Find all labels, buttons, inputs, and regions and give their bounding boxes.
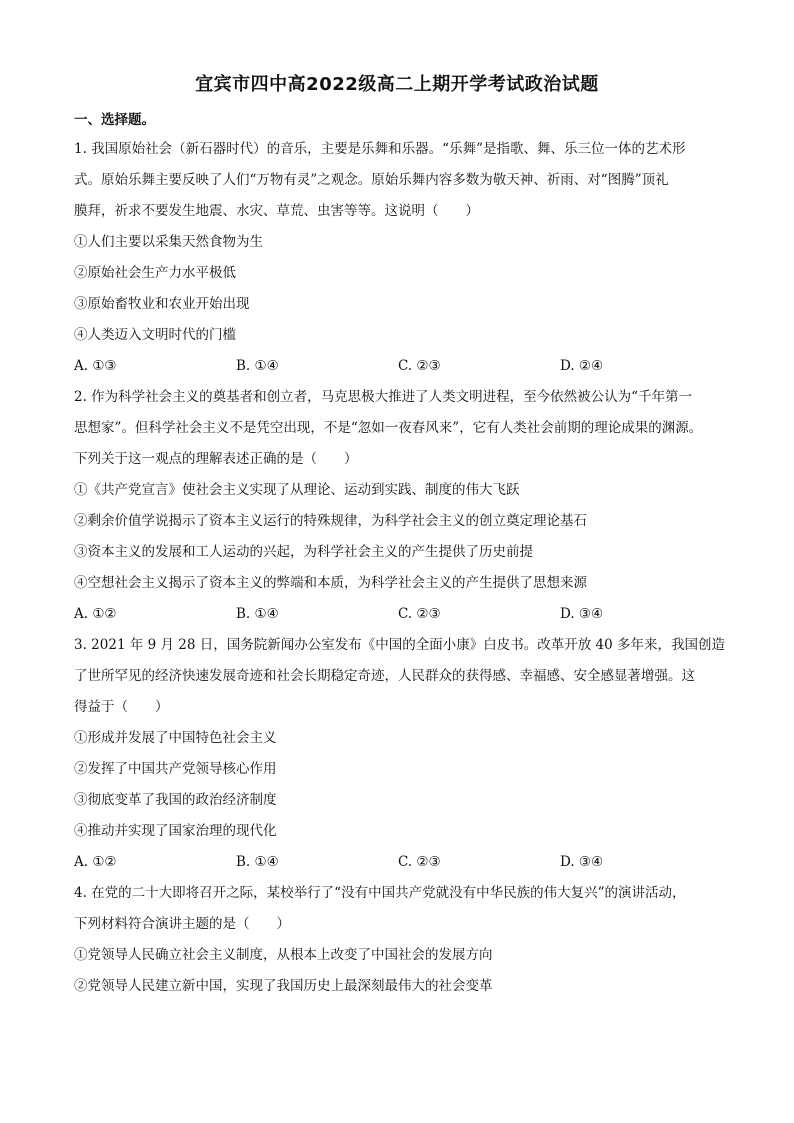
question-1 (74, 134, 724, 382)
statement: ②剩余价值学说揭示了资本主义运行的特殊规律，为科学社会主义的创立奠定理论基石 (74, 513, 587, 529)
question-stem-line: 1. 我国原始社会（新石器时代）的音乐，主要是乐舞和乐器。“乐舞”是指歌、舞、乐三位一体的艺术形 (74, 141, 686, 157)
option-b: B. ①④ (236, 606, 279, 622)
statement: ③资本主义的发展和工人运动的兴起，为科学社会主义的产生提供了历史前提 (74, 544, 533, 560)
question-3 (74, 630, 724, 878)
statement: ①《共产党宣言》使社会主义实现了从理论、运动到实践、制度的伟大飞跃 (74, 482, 520, 498)
answer-options (74, 847, 724, 878)
option-a: A. ①② (74, 854, 117, 870)
statement: ④空想社会主义揭示了资本主义的弊端和本质，为科学社会主义的产生提供了思想来源 (74, 575, 587, 591)
statement: ①人们主要以采集天然食物为生 (74, 234, 263, 250)
statement: ②党领导人民建立新中国，实现了我国历史上最深刻最伟大的社会变革 (74, 978, 493, 994)
question-stem-line: 2. 作为科学社会主义的奠基者和创立者，马克思极大推进了人类文明进程，至今依然被公认为“千年第一 (74, 389, 693, 405)
section-heading: 一、选择题。 (74, 112, 155, 128)
question-stem-line: 思想家”。但科学社会主义不是凭空出现，不是“忽如一夜春风来”，它有人类社会前期的理论成果的渊源。 (74, 420, 703, 436)
option-d: D. ③④ (560, 854, 604, 870)
question-list (74, 134, 724, 1002)
question-stem-line: 3. 2021 年 9 月 28 日，国务院新闻办公室发布《中国的全面小康》白皮书。改革开放 40 多年来，我国创造 (74, 637, 726, 653)
option-c: C. ②③ (398, 606, 441, 622)
statement: ①党领导人民确立社会主义制度，从根本上改变了中国社会的发展方向 (74, 947, 493, 963)
question-stem-line: 4. 在党的二十大即将召开之际，某校举行了“没有中国共产党就没有中华民族的伟大复兴”的演讲活动， (74, 885, 686, 901)
option-b: B. ①④ (236, 358, 279, 374)
statement: ④推动并实现了国家治理的现代化 (74, 823, 277, 839)
answer-options (74, 351, 724, 382)
option-c: C. ②③ (398, 358, 441, 374)
question-stem-line: 了世所罕见的经济快速发展奇迹和社会长期稳定奇迹，人民群众的获得感、幸福感、安全感显著增强。这 (74, 668, 695, 684)
question-stem-line: 下列材料符合演讲主题的是（ ） (74, 916, 290, 932)
option-d: D. ②④ (560, 358, 604, 374)
question-stem-line: 得益于（ ） (74, 699, 169, 715)
question-2 (74, 382, 724, 630)
statement: ③原始畜牧业和农业开始出现 (74, 296, 250, 312)
statement: ②原始社会生产力水平极低 (74, 265, 236, 281)
statement: ②发挥了中国共产党领导核心作用 (74, 761, 277, 777)
statement: ④人类迈入文明时代的门槛 (74, 327, 236, 343)
page-title: 宜宾市四中高2022级高二上期开学考试政治试题 (195, 74, 599, 95)
statement: ①形成并发展了中国特色社会主义 (74, 730, 277, 746)
question-stem-line: 式。原始乐舞主要反映了人们“万物有灵”之观念。原始乐舞内容多数为敬天神、祈雨、对“图腾”顶礼 (74, 172, 669, 188)
option-d: D. ③④ (560, 606, 604, 622)
answer-options (74, 599, 724, 630)
statement: ③彻底变革了我国的政治经济制度 (74, 792, 277, 808)
option-b: B. ①④ (236, 854, 279, 870)
question-4 (74, 878, 724, 1002)
option-a: A. ①② (74, 606, 117, 622)
question-stem-line: 膜拜，祈求不要发生地震、水灾、草荒、虫害等等。这说明（ ） (74, 203, 479, 219)
option-a: A. ①③ (74, 358, 117, 374)
option-c: C. ②③ (398, 854, 441, 870)
question-stem-line: 下列关于这一观点的理解表述正确的是（ ） (74, 451, 358, 467)
